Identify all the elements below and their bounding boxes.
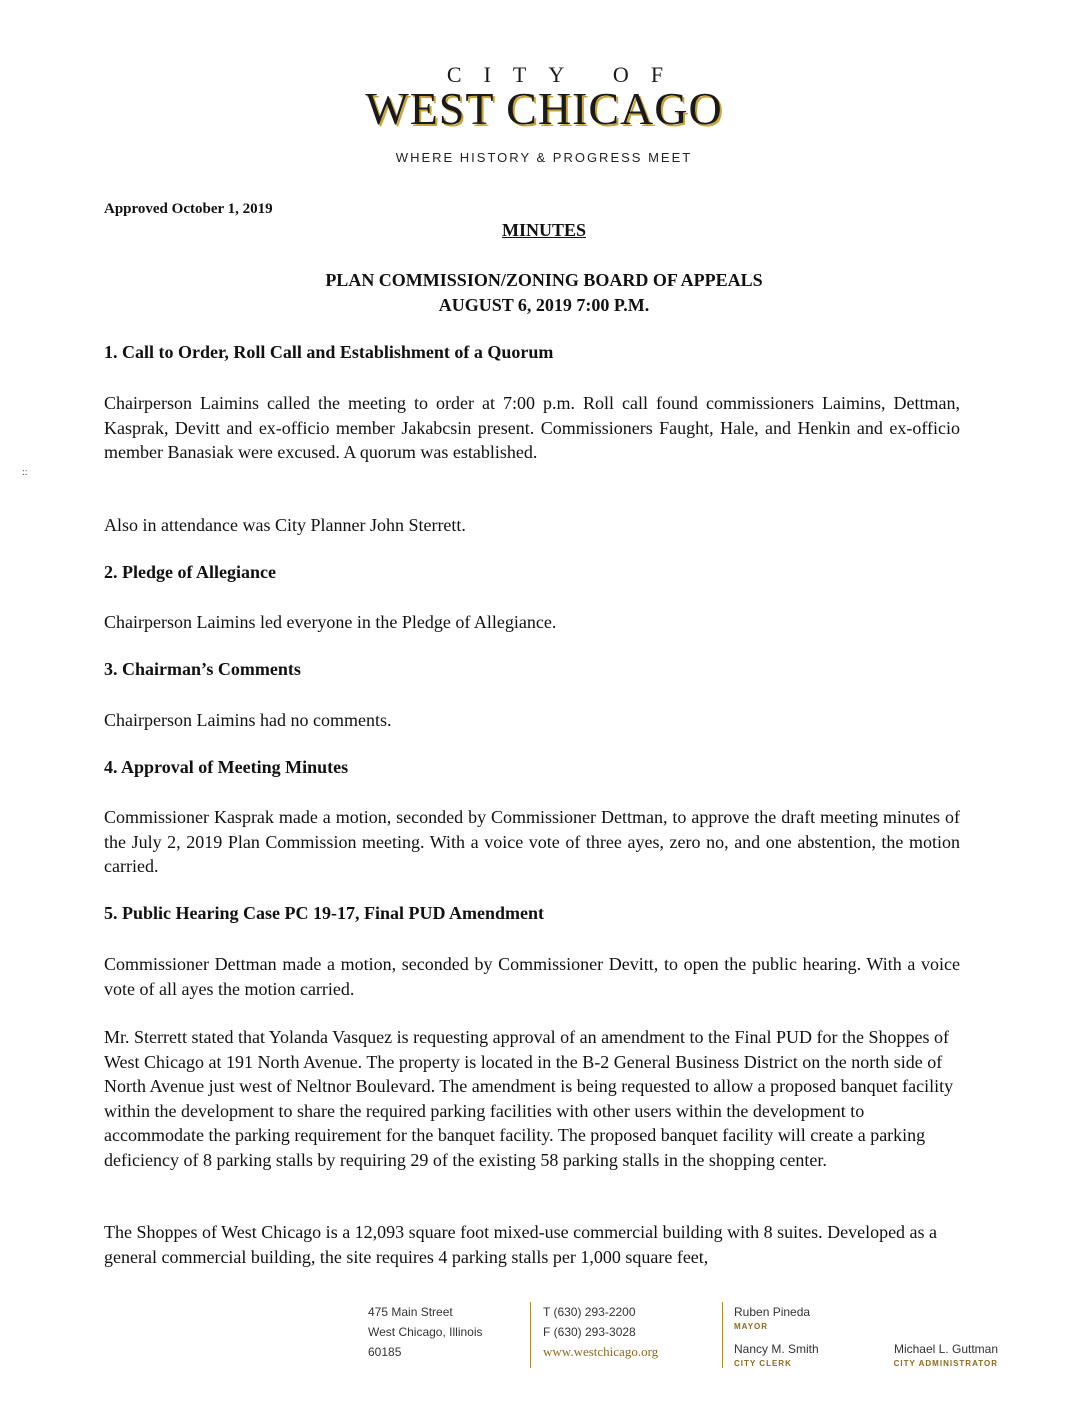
board-title: PLAN COMMISSION/ZONING BOARD OF APPEALS xyxy=(325,270,763,290)
logo-west-chicago: WEST CHICAGO xyxy=(365,83,723,134)
board-title-block xyxy=(0,268,1088,318)
address-line-3: 60185 xyxy=(368,1345,402,1359)
section-4-paragraph-1: Commissioner Kasprak made a motion, seconded by Commissioner Dettman, to approve the draft meeting minutes of the July 2, 2019 Plan Commission meeting. With a voice vote of three ayes, zero no, and one abstention, the motion carried. xyxy=(104,807,960,876)
document-title: MINUTES xyxy=(501,220,586,240)
meeting-date: AUGUST 6, 2019 7:00 P.M. xyxy=(438,295,650,315)
website-link[interactable]: www.westchicago.org xyxy=(543,1344,659,1359)
section-5-paragraph-1: Commissioner Dettman made a motion, seconded by Commissioner Devitt, to open the public hearing. With a voice vote of all ayes the motion carried. xyxy=(104,954,960,999)
clerk-name: Nancy M. Smith xyxy=(734,1342,819,1356)
logo-tagline: WHERE HISTORY & PROGRESS MEET xyxy=(395,150,693,165)
address-line-1: 475 Main Street xyxy=(368,1305,453,1319)
section-1-paragraph-1: Chairperson Laimins called the meeting to order at 7:00 p.m. Roll call found commissioners Laimins, Dettman, Kasprak, Devitt and ex-officio member Jakabcsin present. Commissioners Faught, Hale, and Henkin and ex-officio member Banasiak were excused. A quorum was established. xyxy=(104,393,960,462)
mayor-title: MAYOR xyxy=(734,1322,769,1331)
section-1-paragraph-2: Also in attendance was City Planner John Sterrett. xyxy=(104,515,466,535)
section-heading-2: 2. Pledge of Allegiance xyxy=(104,562,276,582)
approval-note: Approved October 1, 2019 xyxy=(104,201,273,217)
section-heading-4: 4. Approval of Meeting Minutes xyxy=(104,757,349,777)
section-2-paragraph-1: Chairperson Laimins led everyone in the Pledge of Allegiance. xyxy=(104,612,557,632)
clerk-title: CITY CLERK xyxy=(734,1359,792,1368)
footer-officials xyxy=(734,1302,819,1368)
mayor-name: Ruben Pineda xyxy=(734,1305,811,1319)
footer-administrator xyxy=(878,1339,998,1368)
section-3-paragraph-1: Chairperson Laimins had no comments. xyxy=(104,710,392,730)
footer-address xyxy=(368,1302,483,1362)
section-heading-1: 1. Call to Order, Roll Call and Establishment of a Quorum xyxy=(104,342,554,362)
margin-mark: :: xyxy=(22,467,28,478)
administrator-name: Michael L. Guttman xyxy=(893,1342,998,1356)
fax-number: F (630) 293-3028 xyxy=(543,1325,636,1339)
logo-city-of: CITY OF xyxy=(446,62,686,87)
phone-number: T (630) 293-2200 xyxy=(543,1305,636,1319)
footer-divider-2 xyxy=(722,1302,723,1368)
section-5-paragraph-2: Mr. Sterrett stated that Yolanda Vasquez is requesting approval of an amendment to the Final PUD for the Shoppes of West Chicago at 191 North Avenue. The property is located in the B-2 General Business District on the north side of North Avenue just west of Neltnor Boulevard. The amendment is being requested to allow a proposed banquet facility within the development to share the required parking facilities with other users within the development to accommodate the parking requirement for the banquet facility. The proposed banquet facility will create a parking deficiency of 8 parking stalls by requiring 29 of the existing 58 parking stalls in the shopping center. xyxy=(104,1027,954,1170)
footer-contact xyxy=(543,1302,658,1362)
administrator-title: CITY ADMINISTRATOR xyxy=(893,1359,998,1368)
section-heading-5: 5. Public Hearing Case PC 19-17, Final PUD Amendment xyxy=(104,903,544,923)
section-5-paragraph-3: The Shoppes of West Chicago is a 12,093 square foot mixed-use commercial building with 8 suites. Developed as a general commercial building, the site requires 4 parking stalls per 1,000 square feet, xyxy=(104,1222,938,1267)
footer-divider-1 xyxy=(530,1302,531,1368)
section-heading-3: 3. Chairman’s Comments xyxy=(104,659,301,679)
address-line-2: West Chicago, Illinois xyxy=(368,1325,483,1339)
